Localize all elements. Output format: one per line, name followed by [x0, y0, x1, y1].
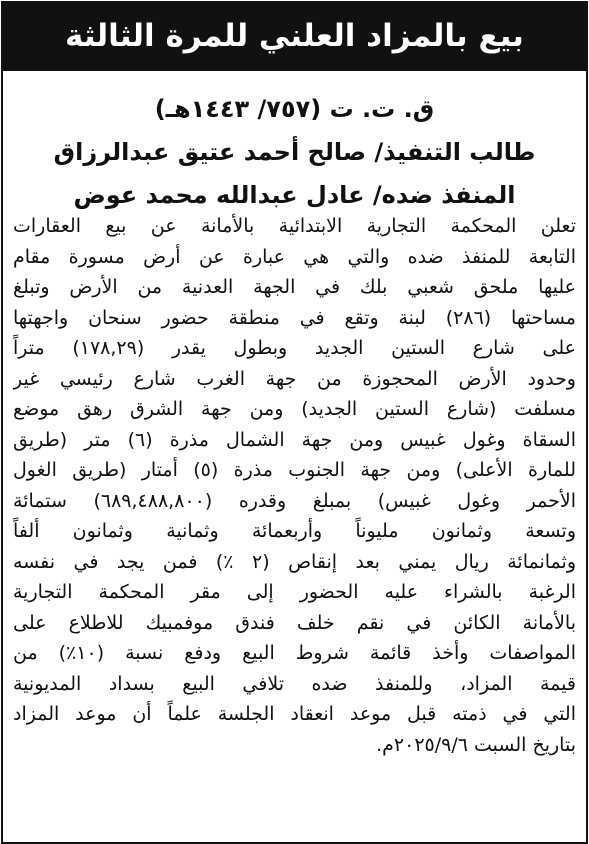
body-line: التي في ذمته قبل موعد انعقاد الجلسة علماً أن موعد المزاد	[13, 703, 576, 725]
body-line: الرغبة بالشراء عليه الحضور إلى مقر المحكمة التجارية	[13, 581, 576, 603]
body-line: وحدود الأرض المحجوزة من جهة الغرب شارع رئيسي غير	[13, 367, 576, 390]
notice-title: بيع بالمزاد العلني للمرة الثالثة	[65, 17, 524, 54]
case-number: ق. ت. ت (٧٥٧/ ١٤٤٣هـ)	[154, 95, 435, 123]
body-line: وثمانمائة ريال يمني بعد إنقاص (٢ ٪) فمن يجد في نفسه	[13, 550, 576, 573]
body-line: على شارع الستين الجديد وبطول يقدر (١٧٨,٢٩) متراً	[13, 337, 576, 359]
body-line: الأحمر وغول غبيس) بمبلغ وقدره (٦٨٩,٤٨٨,٨٠٠) ستمائة	[13, 489, 576, 512]
title-banner	[1, 1, 588, 71]
body-line: مسلفت (شارع الستين الجديد) ومن جهة الشرق رهق موضع	[13, 398, 576, 420]
body-line: المواصفات وأخذ قائمة شروط البيع ودفع نسبة (١٠٪) من	[13, 642, 576, 664]
body-line-date: بتاريخ السبت ٢٠٢٥/٩/٦م.	[376, 733, 576, 756]
body-line: التابعة للمنفذ ضده والتي هي عبارة عن أرض مسورة مقام	[13, 245, 576, 268]
case-header	[0, 88, 589, 217]
body-line: تعلن المحكمة التجارية الابتدائية بالأمانة عن بيع العقارات	[13, 215, 576, 237]
respondent-line: المنفذ ضده/ عادل عبدالله محمد عوض	[73, 181, 516, 209]
body-line: وتسعة وثمانون مليوناً وأربعمائة وثمانية وثمانون ألفاً	[13, 520, 576, 542]
body-line: مساحتها (٢٨٦) لبنة وتقع في منطقة حضور سنحان واجهتها	[13, 306, 576, 329]
body-line: للمارة الأعلى) ومن جهة الجنوب مذرة (٥) أمتار (طريق الغول	[13, 459, 576, 481]
notice-body	[13, 211, 576, 760]
applicant-line: طالب التنفيذ/ صالح أحمد عتيق عبدالرزاق	[53, 138, 536, 166]
body-line: بالأمانة الكائن في نقم خلف فندق موفمبيك للاطلاع على	[13, 611, 576, 634]
body-line: السقاة وغول غبيس ومن جهة الشمال مذرة (٦) متر (طريق	[13, 428, 576, 451]
body-line: عليها ملحق شعبي بلك في الجهة العدنية من الأرض وتبلغ	[13, 276, 576, 298]
body-line: قيمة المزاد، وللمنفذ ضده تلافي البيع بسداد المديونية	[13, 672, 576, 695]
